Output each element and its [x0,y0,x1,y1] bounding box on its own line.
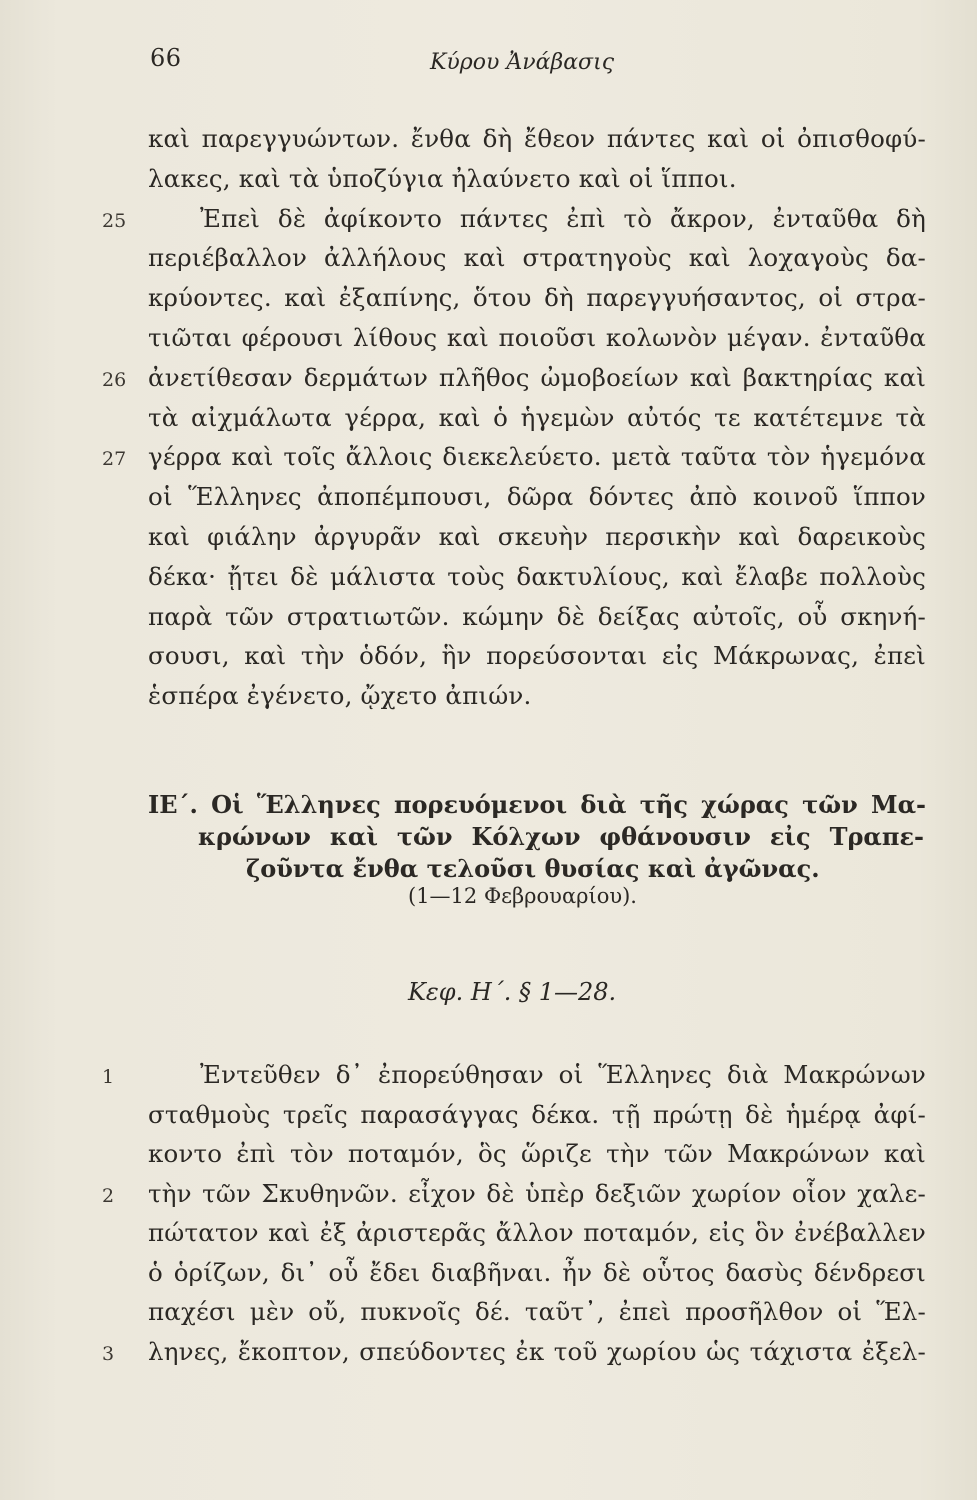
text-line: Ἐπεὶ δὲ ἀφίκοντο πάντες ἐπὶ τὸ ἄκρον, ἐνταῦθα δὴ [200,203,926,233]
section-heading-line: κρώνων καὶ τῶν Κόλχων φθάνουσιν εἰς Τραπε- [198,822,924,851]
margin-section-number: 26 [102,368,127,391]
text-line: οἱ Ἕλληνες ἀποπέμπουσι, δῶρα δόντες ἀπὸ κοινοῦ ἵππον [148,482,926,512]
text-line: παρὰ τῶν στρατιωτῶν. κώμην δὲ δείξας αὐτοῖς, οὗ σκηνή- [148,601,926,631]
running-title: Κύρου Ἀνάβασις [430,50,615,75]
section-heading-line: ΙΕ΄. Οἱ Ἕλληνες πορευόμενοι διὰ τῆς χώρας τῶν Μα- [148,790,926,819]
chapter-reference: Κεφ. Η΄. § 1—28. [408,978,617,1006]
text-line: ὁ ὁρίζων, δι᾽ οὗ ἔδει διαβῆναι. ἦν δὲ οὗτος δασὺς δένδρεσι [148,1257,926,1287]
text-line: περιέβαλλον ἀλλήλους καὶ στρατηγοὺς καὶ λοχαγοὺς δα- [148,243,926,273]
text-line: τὰ αἰχμάλωτα γέρρα, καὶ ὁ ἡγεμὼν αὐτός τε κατέτεμνε τὰ [148,402,926,432]
text-line: ληνες, ἔκοπτον, σπεύδοντες ἐκ τοῦ χωρίου ὡς τάχιστα ἐξελ- [148,1336,926,1366]
text-line: δέκα· ᾔτει δὲ μάλιστα τοὺς δακτυλίους, καὶ ἔλαβε πολλοὺς [148,561,926,591]
text-line: σταθμοὺς τρεῖς παρασάγγας δέκα. τῇ πρώτῃ δὲ ἡμέρᾳ ἀφί- [148,1099,926,1129]
section-heading-line: ζοῦντα ἔνθα τελοῦσι θυσίας καὶ ἀγῶνας. [246,854,820,883]
margin-section-number: 2 [102,1184,115,1207]
text-line: ἑσπέρα ἐγένετο, ᾤχετο ἀπιών. [148,681,532,711]
text-line: λακες, καὶ τὰ ὑποζύγια ἠλαύνετο καὶ οἱ ἵπποι. [148,163,737,193]
margin-section-number: 25 [102,209,127,232]
text-line: Ἐντεῦθεν δ᾽ ἐπορεύθησαν οἱ Ἕλληνες διὰ Μακρώνων [200,1060,926,1089]
margin-section-number: 3 [102,1342,115,1365]
text-line: σουσι, καὶ τὴν ὁδόν, ἣν πορεύσονται εἰς Μάκρωνας, ἐπεὶ [148,641,926,671]
margin-section-number: 1 [102,1066,115,1088]
text-line: τὴν τῶν Σκυθηνῶν. εἶχον δὲ ὑπὲρ δεξιῶν χωρίον οἷον χαλε- [148,1178,926,1208]
text-line: κοντο ἐπὶ τὸν ποταμόν, ὃς ὥριζε τὴν τῶν Μακρώνων καὶ [148,1139,926,1168]
text-line: τιῶται φέρουσι λίθους καὶ ποιοῦσι κολωνὸν μέγαν. ἐνταῦθα [148,323,926,352]
page-number: 66 [150,44,182,72]
text-line: γέρρα καὶ τοῖς ἄλλοις διεκελεύετο. μετὰ ταῦτα τὸν ἡγεμόνα [148,442,926,472]
text-line: ἀνετίθεσαν δερμάτων πλῆθος ὠμοβοείων καὶ βακτηρίας καὶ [148,362,926,392]
text-line: πώτατον καὶ ἐξ ἀριστερᾶς ἄλλον ποταμόν, εἰς ὃν ἐνέβαλλεν [148,1218,926,1247]
text-line: καὶ φιάλην ἀργυρᾶν καὶ σκευὴν περσικὴν καὶ δαρεικοὺς [148,522,926,551]
text-line: κρύοντες. καὶ ἐξαπίνης, ὅτου δὴ παρεγγυήσαντος, οἱ στρα- [148,283,926,313]
text-line: παχέσι μὲν οὔ, πυκνοῖς δέ. ταῦτ᾽, ἐπεὶ προσῆλθον οἱ Ἕλ- [148,1297,926,1326]
text-line: καὶ παρεγγυώντων. ἔνθα δὴ ἔθεον πάντες καὶ οἱ ὀπισθοφύ- [148,124,926,153]
margin-section-number: 27 [102,448,127,471]
section-dates: (1—12 Φεβρουαρίου). [408,884,637,908]
